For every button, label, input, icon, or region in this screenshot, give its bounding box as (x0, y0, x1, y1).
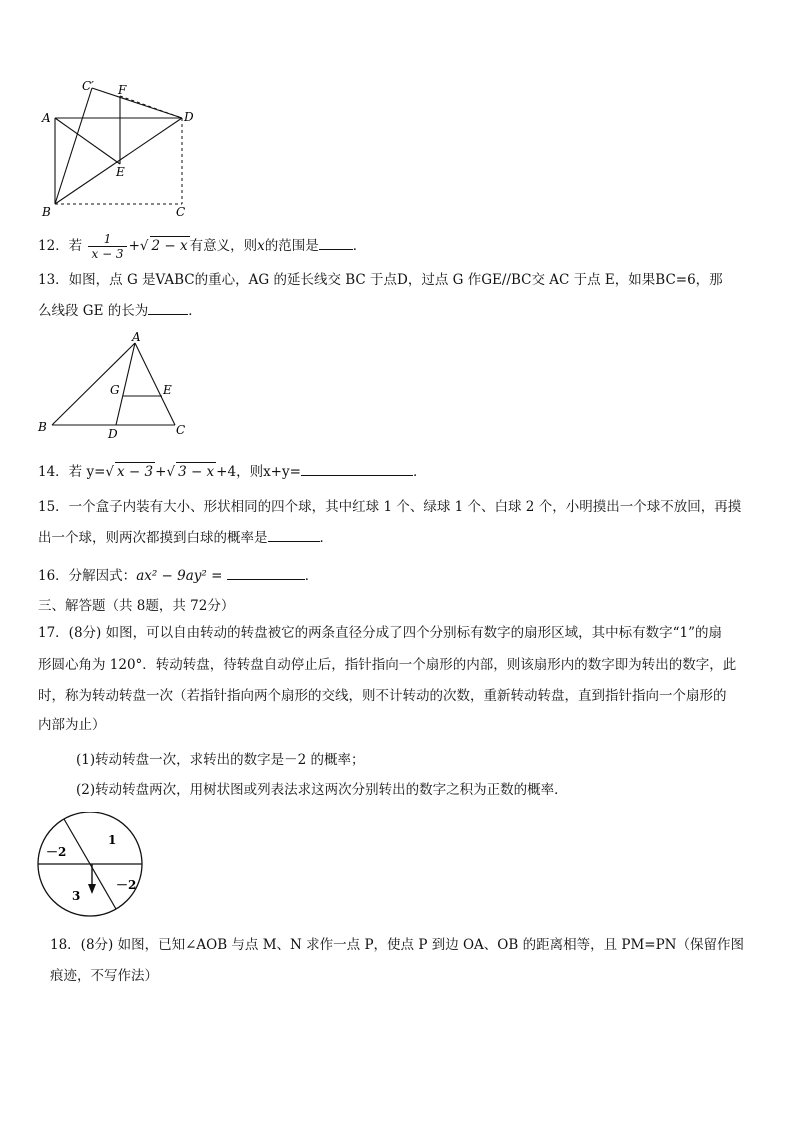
label-3: 3 (72, 889, 81, 903)
question-17-line2: 形圆心角为 120°．转动转盘，待转盘自动停止后，指针指向一个扇形的内部，则该扇形内的数字即为转出的数字，此 (38, 657, 737, 673)
question-16 (38, 567, 318, 585)
q14-answer-blank[interactable] (301, 463, 413, 476)
q16-end: ． (304, 568, 319, 584)
label-C: C (176, 205, 186, 219)
label-B: B (38, 420, 47, 434)
figure-spinner (34, 812, 150, 920)
q16-expr: ax² − 9ay² = (136, 568, 223, 584)
question-13-line1: 13．如图，点 G 是VABC的重心，AG 的延长线交 BC 于点D，过点 G 作GE//BC交 AC 于点 E，如果BC=6，那 (38, 272, 723, 288)
figure-triangle-centroid (34, 330, 194, 442)
q12-pre: ．若 (55, 238, 83, 254)
q14-sqrt2: 3 − x (178, 464, 215, 480)
section-3-heading: 三、解答题（共 8题，共 72分） (38, 598, 235, 614)
q13-line2-text: 么线段 GE 的长为 (38, 303, 149, 319)
q12-number: 12 (38, 238, 56, 254)
question-17-sub2: (2)转动转盘两次，用树状图或列表法求这两次分别转出的数字之积为正数的概率． (76, 782, 568, 798)
question-17-line3: 时，称为转动转盘一次（若指针指向两个扇形的交线，则不计转动的次数，重新转动转盘，直到指针指向一个扇形的 (38, 688, 727, 704)
label-D: D (108, 427, 118, 441)
label-A: A (42, 111, 51, 125)
label-B: B (42, 205, 51, 219)
q12-frac-num: 1 (88, 232, 126, 247)
question-15-line1: 15．一个盒子内装有大小、形状相同的四个球，其中红球 1 个、绿球 1 个、白球 2 个，小明摸出一个球不放回，再摸 (38, 499, 742, 515)
question-17-line4: 内部为止） (38, 717, 106, 733)
q12-sqrt: 2 − x (151, 238, 188, 254)
label-F: F (118, 83, 127, 97)
label-C: C (176, 423, 186, 437)
q14-sqrt1: x − 3 (117, 464, 154, 480)
q14-end: ． (412, 464, 427, 480)
q14-radical-1: √ (105, 464, 115, 480)
q12-end: ． (352, 238, 367, 254)
label-C-prime: C′ (82, 79, 94, 93)
q12-frac-den: x − 3 (91, 247, 124, 261)
q12-answer-blank[interactable] (319, 237, 353, 250)
q12-radical-sign: √ (139, 238, 149, 254)
q15-line2-end: ． (319, 530, 333, 546)
q12-var: x (257, 238, 265, 254)
q12-post: 有意义，则 (189, 238, 258, 254)
q13-line2-end: ． (188, 303, 202, 319)
question-18-line1: 18．(8分) 如图，已知∠AOB 与点 M、N 求作一点 P，使点 P 到边 OA、OB 的距离相等，且 PM=PN（保留作图 (50, 937, 744, 953)
figure-folded-rectangle (30, 76, 210, 221)
label-A: A (132, 330, 141, 344)
question-12 (38, 232, 366, 261)
q14-pre: 14．若 y= (38, 464, 106, 480)
q15-answer-blank[interactable] (268, 529, 320, 542)
q14-radical-2: √ (166, 464, 176, 480)
label-D: D (184, 110, 194, 124)
q13-answer-blank[interactable] (148, 302, 188, 315)
q16-pre: 16．分解因式： (38, 568, 137, 584)
q16-answer-blank[interactable] (227, 567, 305, 580)
question-17-sub1: (1)转动转盘一次，求转出的数字是－2 的概率； (76, 752, 365, 768)
question-13-line2 (38, 302, 202, 320)
question-15-line2 (38, 529, 333, 547)
label-E: E (163, 383, 172, 397)
label-neg2-left: －2 (46, 845, 67, 859)
q12-fraction (88, 232, 126, 261)
question-18-line2: 痕迹，不写作法） (50, 968, 158, 984)
question-14 (38, 462, 426, 481)
label-G: G (110, 383, 120, 397)
label-neg2-right: －2 (116, 878, 137, 892)
q12-post2: 的范围是 (264, 238, 319, 254)
q12-plus: + (128, 238, 140, 254)
q14-plus2: +4，则x+y= (216, 464, 301, 480)
label-1: 1 (108, 833, 117, 847)
label-E: E (116, 165, 125, 179)
q15-line2-text: 出一个球，则两次都摸到白球的概率是 (38, 530, 268, 546)
q14-plus1: + (155, 464, 167, 480)
question-17-line1: 17．(8分) 如图，可以自由转动的转盘被它的两条直径分成了四个分别标有数字的扇形区域，其中标有数字“1”的扇 (38, 625, 722, 641)
